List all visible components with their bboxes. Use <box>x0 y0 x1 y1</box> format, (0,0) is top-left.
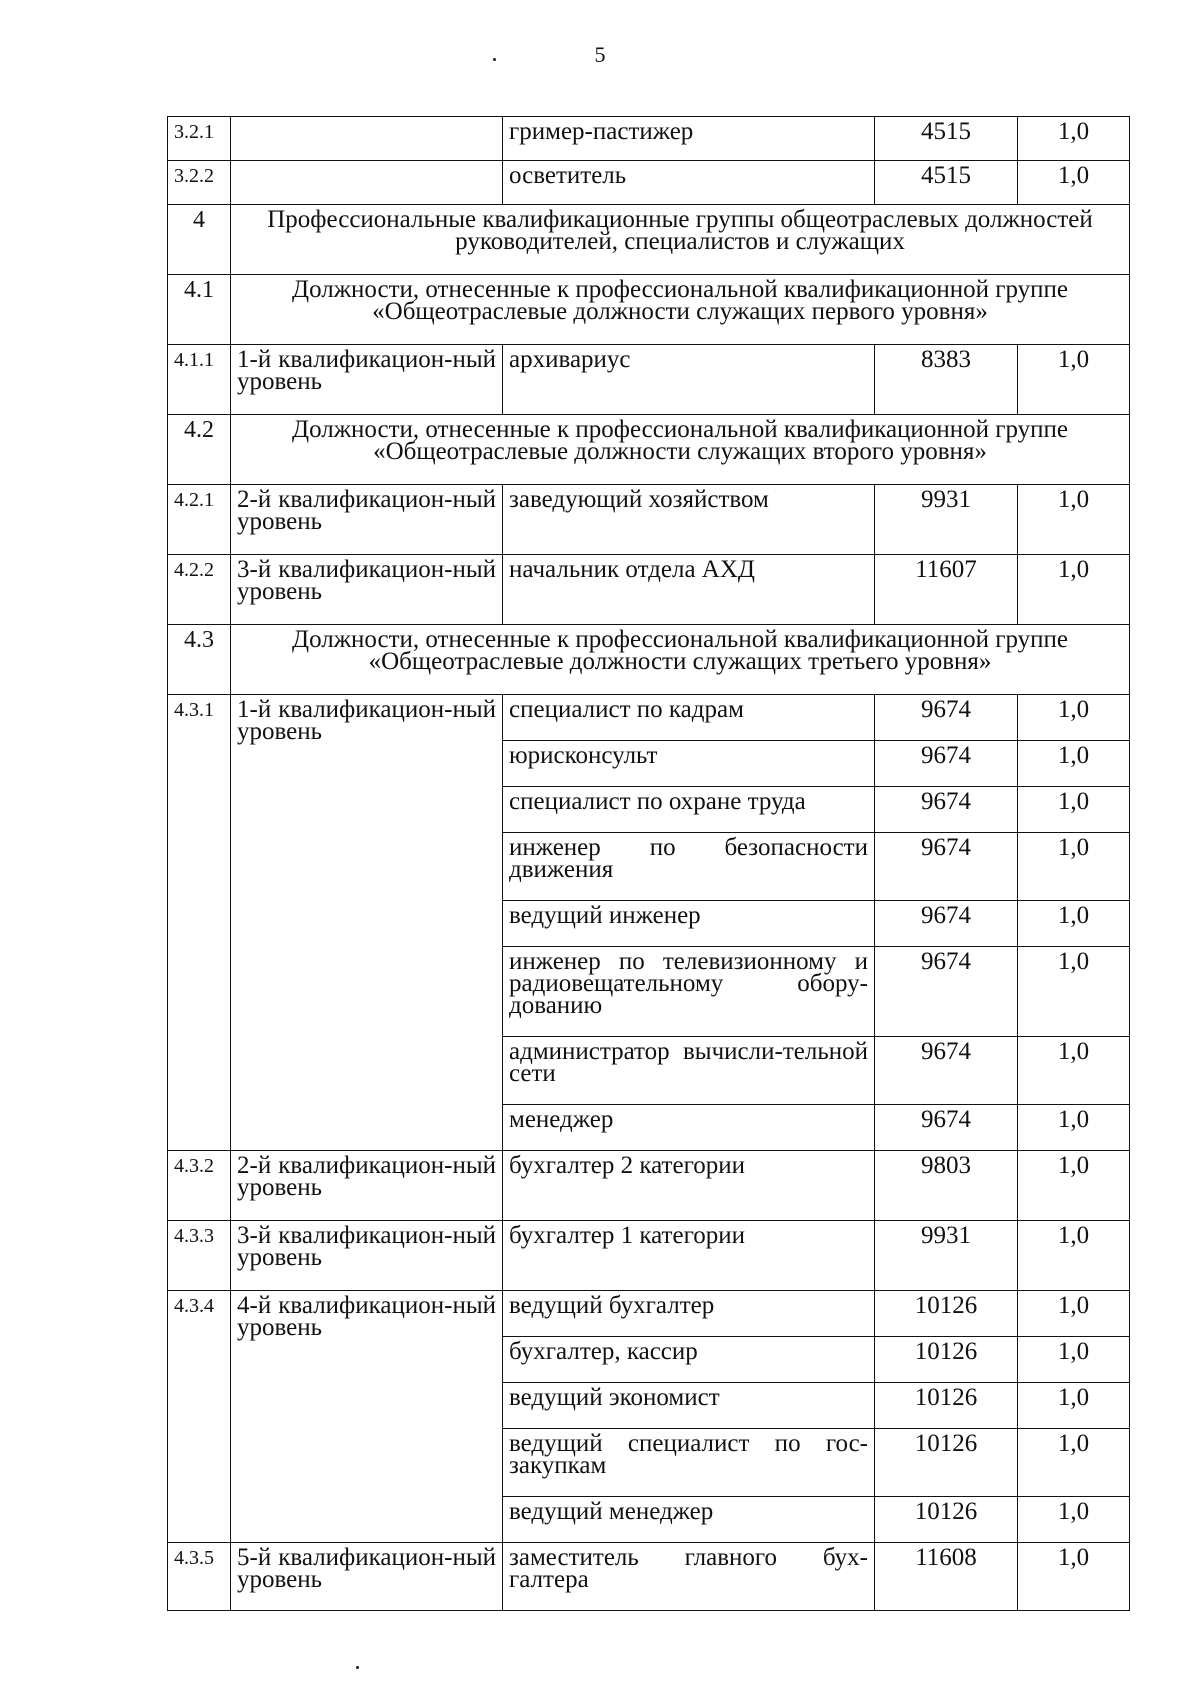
coefficient: 1,0 <box>1018 555 1130 625</box>
coefficient: 1,0 <box>1018 1429 1130 1497</box>
position-name: администратор вычисли-тельной сети <box>503 1037 875 1105</box>
qualification-level: 1-й квалификацион-ный уровень <box>231 695 503 1151</box>
salary-table <box>167 116 1130 1611</box>
group-row <box>168 205 1130 275</box>
coefficient: 1,0 <box>1018 1037 1130 1105</box>
salary-code: 10126 <box>875 1337 1018 1383</box>
group-row <box>168 415 1130 485</box>
row-number: 4.3.1 <box>168 695 231 1151</box>
salary-code: 4515 <box>875 161 1018 205</box>
coefficient: 1,0 <box>1018 695 1130 741</box>
table-row <box>168 117 1130 161</box>
position-name: менеджер <box>503 1105 875 1151</box>
coefficient: 1,0 <box>1018 485 1130 555</box>
table-row <box>168 1291 1130 1337</box>
row-number: 3.2.2 <box>168 161 231 205</box>
salary-code: 10126 <box>875 1291 1018 1337</box>
group-row <box>168 275 1130 345</box>
group-title: Профессиональные квалификационные группы общеотраслевых должностей руководителей, специалистов и служащих <box>231 205 1130 275</box>
coefficient: 1,0 <box>1018 1151 1130 1221</box>
position-name: гример-пастижер <box>503 117 875 161</box>
qualification-level <box>231 161 503 205</box>
coefficient: 1,0 <box>1018 1105 1130 1151</box>
position-name: ведущий специалист по гос-закупкам <box>503 1429 875 1497</box>
scan-dot <box>493 58 496 61</box>
coefficient: 1,0 <box>1018 901 1130 947</box>
row-number: 4.2.1 <box>168 485 231 555</box>
position-name: ведущий экономист <box>503 1383 875 1429</box>
position-name: заведующий хозяйством <box>503 485 875 555</box>
salary-code: 9674 <box>875 901 1018 947</box>
coefficient: 1,0 <box>1018 161 1130 205</box>
salary-code: 10126 <box>875 1383 1018 1429</box>
position-name: специалист по охране труда <box>503 787 875 833</box>
position-name: бухгалтер, кассир <box>503 1337 875 1383</box>
salary-code: 10126 <box>875 1497 1018 1543</box>
table-row <box>168 695 1130 741</box>
coefficient: 1,0 <box>1018 947 1130 1037</box>
qualification-level <box>231 117 503 161</box>
coefficient: 1,0 <box>1018 833 1130 901</box>
page-number: 5 <box>594 42 606 67</box>
table-row <box>168 345 1130 415</box>
group-number: 4 <box>168 205 231 275</box>
position-name: архивариус <box>503 345 875 415</box>
salary-code: 11607 <box>875 555 1018 625</box>
group-number: 4.3 <box>168 625 231 695</box>
position-name: бухгалтер 1 категории <box>503 1221 875 1291</box>
table-row <box>168 1543 1130 1611</box>
table-row <box>168 1151 1130 1221</box>
salary-code: 10126 <box>875 1429 1018 1497</box>
coefficient: 1,0 <box>1018 1497 1130 1543</box>
salary-code: 4515 <box>875 117 1018 161</box>
position-name: ведущий бухгалтер <box>503 1291 875 1337</box>
qualification-level: 5-й квалификацион-ный уровень <box>231 1543 503 1611</box>
salary-code: 9674 <box>875 1037 1018 1105</box>
group-title: Должности, отнесенные к профессиональной квалификационной группе «Общеотраслевые должности служащих первого уровня» <box>231 275 1130 345</box>
group-row <box>168 625 1130 695</box>
qualification-level: 1-й квалификацион-ный уровень <box>231 345 503 415</box>
qualification-level: 2-й квалификацион-ный уровень <box>231 1151 503 1221</box>
position-name: начальник отдела АХД <box>503 555 875 625</box>
table-row <box>168 555 1130 625</box>
salary-code: 9674 <box>875 947 1018 1037</box>
table-row <box>168 485 1130 555</box>
salary-code: 9674 <box>875 741 1018 787</box>
row-number: 4.2.2 <box>168 555 231 625</box>
coefficient: 1,0 <box>1018 345 1130 415</box>
row-number: 3.2.1 <box>168 117 231 161</box>
row-number: 4.3.3 <box>168 1221 231 1291</box>
row-number: 4.3.5 <box>168 1543 231 1611</box>
position-name: юрисконсульт <box>503 741 875 787</box>
row-number: 4.3.2 <box>168 1151 231 1221</box>
coefficient: 1,0 <box>1018 1291 1130 1337</box>
table-row <box>168 1221 1130 1291</box>
group-title: Должности, отнесенные к профессиональной квалификационной группе «Общеотраслевые должности служащих третьего уровня» <box>231 625 1130 695</box>
position-name: заместитель главного бух-галтера <box>503 1543 875 1611</box>
salary-code: 9931 <box>875 1221 1018 1291</box>
coefficient: 1,0 <box>1018 741 1130 787</box>
salary-code: 9674 <box>875 1105 1018 1151</box>
position-name: ведущий менеджер <box>503 1497 875 1543</box>
group-title: Должности, отнесенные к профессиональной квалификационной группе «Общеотраслевые должности служащих второго уровня» <box>231 415 1130 485</box>
salary-code: 8383 <box>875 345 1018 415</box>
position-name: специалист по кадрам <box>503 695 875 741</box>
coefficient: 1,0 <box>1018 1337 1130 1383</box>
qualification-level: 3-й квалификацион-ный уровень <box>231 555 503 625</box>
table-row <box>168 161 1130 205</box>
qualification-level: 3-й квалификацион-ный уровень <box>231 1221 503 1291</box>
group-number: 4.1 <box>168 275 231 345</box>
position-name: ведущий инженер <box>503 901 875 947</box>
row-number: 4.3.4 <box>168 1291 231 1543</box>
coefficient: 1,0 <box>1018 1383 1130 1429</box>
group-number: 4.2 <box>168 415 231 485</box>
coefficient: 1,0 <box>1018 787 1130 833</box>
coefficient: 1,0 <box>1018 117 1130 161</box>
salary-code: 11608 <box>875 1543 1018 1611</box>
salary-code: 9674 <box>875 787 1018 833</box>
coefficient: 1,0 <box>1018 1543 1130 1611</box>
qualification-level: 2-й квалификацион-ный уровень <box>231 485 503 555</box>
scan-dot <box>356 1666 359 1669</box>
salary-code: 9674 <box>875 695 1018 741</box>
salary-code: 9931 <box>875 485 1018 555</box>
salary-code: 9803 <box>875 1151 1018 1221</box>
qualification-level: 4-й квалификацион-ный уровень <box>231 1291 503 1543</box>
position-name: инженер по безопасности движения <box>503 833 875 901</box>
coefficient: 1,0 <box>1018 1221 1130 1291</box>
row-number: 4.1.1 <box>168 345 231 415</box>
position-name: инженер по телевизионному и радиовещательному обору-дованию <box>503 947 875 1037</box>
position-name: осветитель <box>503 161 875 205</box>
salary-code: 9674 <box>875 833 1018 901</box>
position-name: бухгалтер 2 категории <box>503 1151 875 1221</box>
